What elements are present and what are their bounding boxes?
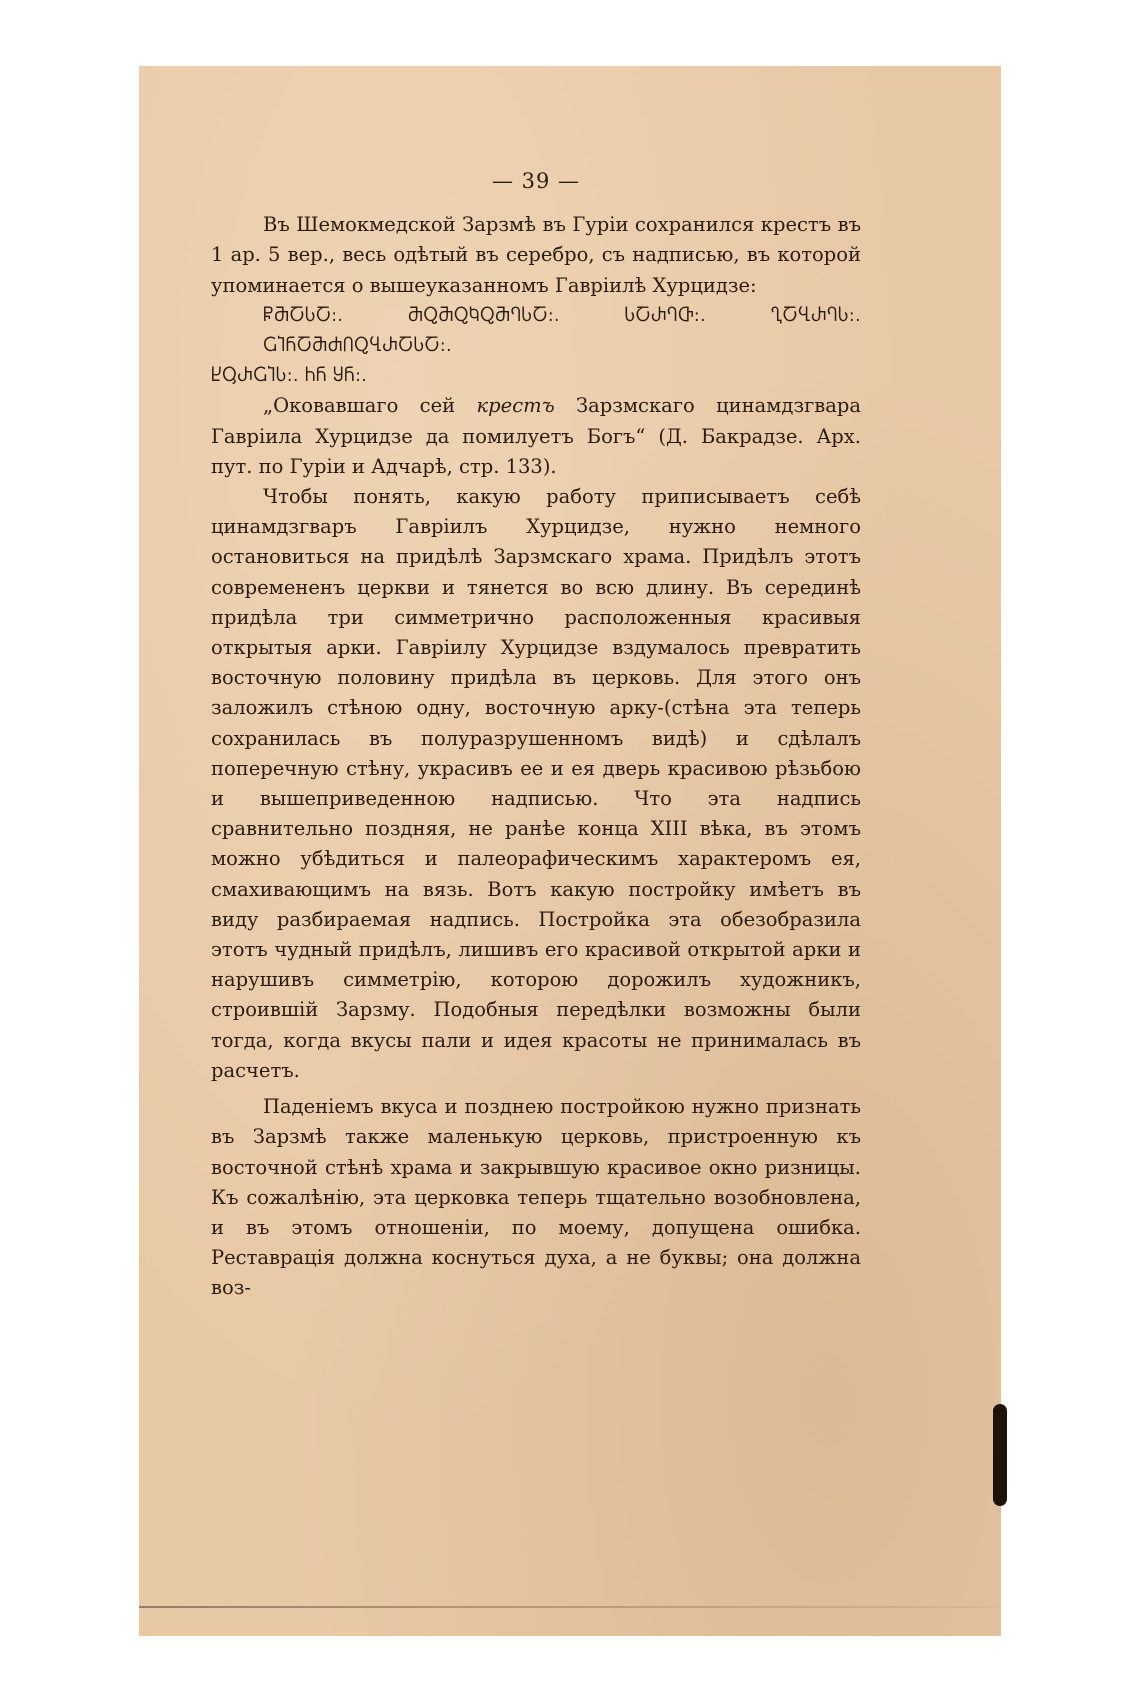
paragraph-3: Чтобы понять, какую работу приписываетъ себѣ цинамдзгваръ Гавріилъ Хурцидзе, нужно немного остановиться на придѣлѣ Зарзмскаго храма. Придѣлъ этотъ современенъ церкви и тянется во всю длину. Въ серединѣ придѣла три симметрично расположенныя красивыя открытыя арки. Гавріилу Хурцидзе вздумалось превратить восточную половину придѣла въ церковь. Для этого онъ заложилъ стѣною одну, восточную арку-(стѣна эта теперь сохранилась въ полуразрушенномъ видѣ) и сдѣлалъ поперечную стѣну, украсивъ ее и ея дверь красивою рѣзьбою и вышеприведенною надписью. Что эта надпись сравнительно поздняя, не ранѣе конца XIII вѣка, въ этомъ можно убѣдиться и палеорафическимъ характеромъ ея, смахивающимъ на вязь. Вотъ какую постройку имѣетъ въ виду разбираемая надпись. Постройка эта обезобразила этотъ чудный придѣлъ, лишивъ его красивой открытой арки и нарушивъ симметрію, которою дорожилъ художникъ, строившій Зарзму. Подобныя передѣлки возможны были тогда, когда вкусы пали и идея красоты не принималась въ расчетъ. [211,485,861,1082]
georgian-inscription-line-1: ႼႫႠႱႠ:. ႫႭႫႭႩႭႫႤႱႠ:. ႱႠႰႤႧ:. ႢႠႡႰႤႱ:. ႺႨႬႠႫႻႶႭႡႰႠႱႠ:. [263,305,861,357]
paragraph-2-italic-word: крестъ [476,394,555,418]
georgian-inscription-line-2: ႾႳႰႺႨႱ:. ႹႬ ႸႬ:. [211,366,368,387]
paragraph-2-end: Зарзмскаго цинамдзгвара Гавріила Хурцидзе да помилуетъ Богъ“ (Д. Бакрадзе. Арх. пут. по Гуріи и Адчарѣ, стр. 133). [211,394,862,478]
margin-ink-blot [993,1404,1007,1506]
paragraph-4: Паденіемъ вкуса и позднею постройкою нужно признать въ Зарзмѣ также маленькую церковь, пристроенную къ восточной стѣнѣ храма и закрывшую красивое окно ризницы. Къ сожалѣнію, эта церковка теперь тщательно возобновлена, и въ этомъ отношеніи, по моему, допущена ошибка. Реставрація должна коснуться духа, а не буквы; она должна воз- [211,1095,861,1300]
paragraph-2 [211,391,861,482]
page-number: — 39 — [491,169,581,193]
paragraph-1: Въ Шемокмедской Зарзмѣ въ Гуріи сохранился крестъ въ 1 ар. 5 вер., весь одѣтый въ серебро, съ надписью, въ которой упоминается о вышеуказанномъ Гавріилѣ Хурцидзе: [211,213,861,297]
page-text [211,166,861,1304]
paragraph-2-start: „Оковавшаго сей [263,394,477,418]
scanned-page [139,66,1001,1636]
bottom-scan-streak [139,1606,1001,1608]
